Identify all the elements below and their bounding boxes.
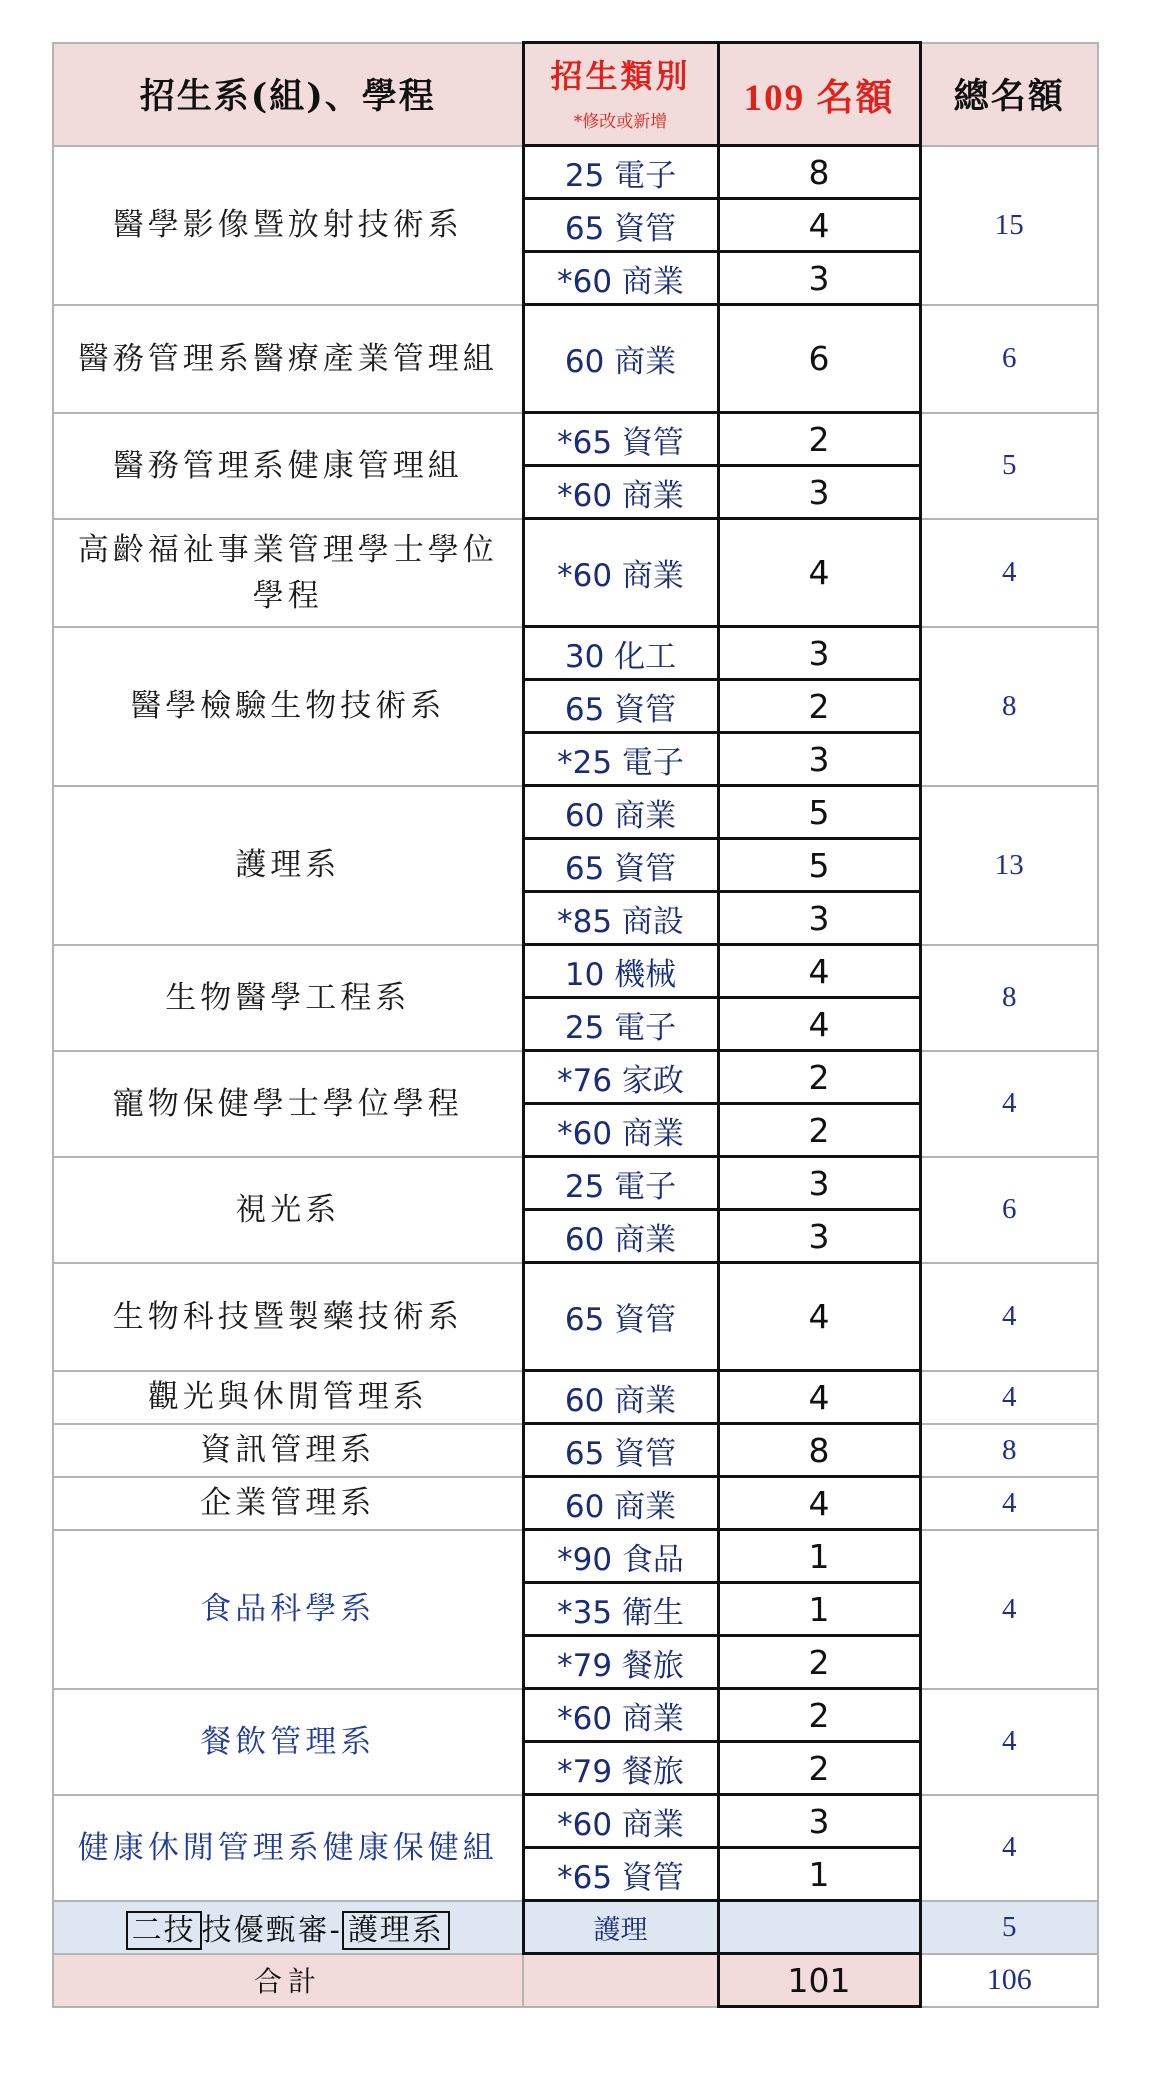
two-tech-dept xyxy=(53,1901,523,1954)
quota-value: 5 xyxy=(718,839,920,892)
admission-category: *25 電子 xyxy=(523,733,718,786)
two-tech-total: 5 xyxy=(920,1901,1098,1954)
two-tech-row xyxy=(53,1901,1098,1954)
admission-category: *79 餐旅 xyxy=(523,1636,718,1689)
admission-category: *65 資管 xyxy=(523,413,718,466)
department-name: 寵物保健學士學位學程 xyxy=(53,1051,523,1157)
admission-category: 60 商業 xyxy=(523,305,718,413)
quota-value: 1 xyxy=(718,1848,920,1901)
admission-category: 25 電子 xyxy=(523,1157,718,1210)
admission-category: 65 資管 xyxy=(523,199,718,252)
two-tech-dept-name: 護理系 xyxy=(342,1911,450,1950)
two-tech-category: 護理 xyxy=(523,1901,718,1954)
admission-category: *60 商業 xyxy=(523,519,718,627)
admission-category: *35 衛生 xyxy=(523,1583,718,1636)
header-category-label: 招生類別 xyxy=(550,56,691,95)
quota-value: 3 xyxy=(718,892,920,945)
quota-value: 4 xyxy=(718,519,920,627)
dept-row xyxy=(53,1051,1098,1104)
quota-value: 4 xyxy=(718,998,920,1051)
department-name: 醫務管理系健康管理組 xyxy=(53,413,523,519)
dept-row xyxy=(53,1263,1098,1371)
dept-row xyxy=(53,1371,1098,1424)
department-total: 6 xyxy=(920,305,1098,413)
department-name: 護理系 xyxy=(53,786,523,945)
department-name: 資訊管理系 xyxy=(53,1424,523,1477)
department-total: 4 xyxy=(920,519,1098,627)
quota-value: 5 xyxy=(718,786,920,839)
quota-value: 1 xyxy=(718,1583,920,1636)
header-total: 總名額 xyxy=(920,43,1098,146)
admission-category: 65 資管 xyxy=(523,1424,718,1477)
department-total: 8 xyxy=(920,627,1098,786)
department-name: 視光系 xyxy=(53,1157,523,1263)
quota-value: 3 xyxy=(718,252,920,305)
dept-row xyxy=(53,305,1098,413)
admission-category: 60 商業 xyxy=(523,786,718,839)
department-name: 餐飲管理系 xyxy=(53,1689,523,1795)
quota-value: 3 xyxy=(718,1795,920,1848)
admission-category: 30 化工 xyxy=(523,627,718,680)
quota-value: 3 xyxy=(718,733,920,786)
quota-value: 4 xyxy=(718,1477,920,1530)
department-total: 5 xyxy=(920,413,1098,519)
admission-category: *90 食品 xyxy=(523,1530,718,1583)
quota-value: 4 xyxy=(718,199,920,252)
dept-row xyxy=(53,413,1098,466)
quota-value: 3 xyxy=(718,1210,920,1263)
admission-category: *85 商設 xyxy=(523,892,718,945)
dept-row xyxy=(53,1424,1098,1477)
quota-value: 8 xyxy=(718,1424,920,1477)
admission-category: *60 商業 xyxy=(523,1689,718,1742)
admission-category: *60 商業 xyxy=(523,466,718,519)
department-total: 13 xyxy=(920,786,1098,945)
quota-value: 2 xyxy=(718,1051,920,1104)
dept-row xyxy=(53,1477,1098,1530)
department-total: 15 xyxy=(920,146,1098,305)
department-total: 6 xyxy=(920,1157,1098,1263)
quota-value: 2 xyxy=(718,1689,920,1742)
quota-value: 3 xyxy=(718,466,920,519)
department-name: 觀光與休閒管理系 xyxy=(53,1371,523,1424)
dept-row xyxy=(53,627,1098,680)
department-total: 4 xyxy=(920,1795,1098,1901)
admission-category: 60 商業 xyxy=(523,1371,718,1424)
quota-value: 2 xyxy=(718,413,920,466)
department-name: 醫務管理系醫療產業管理組 xyxy=(53,305,523,413)
dept-row xyxy=(53,945,1098,998)
admission-category: 25 電子 xyxy=(523,998,718,1051)
dept-row xyxy=(53,1157,1098,1210)
quota-value: 4 xyxy=(718,1371,920,1424)
department-total: 4 xyxy=(920,1371,1098,1424)
dept-row xyxy=(53,519,1098,627)
dept-row xyxy=(53,1795,1098,1848)
dept-row xyxy=(53,786,1098,839)
admission-category: 60 商業 xyxy=(523,1210,718,1263)
admission-category: *60 商業 xyxy=(523,1104,718,1157)
header-row xyxy=(53,43,1098,146)
summary-empty xyxy=(523,1954,718,2007)
summary-total: 106 xyxy=(920,1954,1098,2007)
department-total: 4 xyxy=(920,1477,1098,1530)
dept-row xyxy=(53,146,1098,199)
summary-row xyxy=(53,1954,1098,2007)
admission-category: 10 機械 xyxy=(523,945,718,998)
quota-value: 2 xyxy=(718,1104,920,1157)
header-quota-label: 109 名額 xyxy=(743,78,895,119)
quota-value: 6 xyxy=(718,305,920,413)
header-dept: 招生系(組)、學程 xyxy=(53,43,523,146)
quota-value: 2 xyxy=(718,680,920,733)
department-total: 4 xyxy=(920,1263,1098,1371)
header-category-note: *修改或新增 xyxy=(573,111,668,132)
admission-category: *60 商業 xyxy=(523,252,718,305)
dept-row xyxy=(53,1530,1098,1583)
quota-value: 2 xyxy=(718,1742,920,1795)
admission-category: 65 資管 xyxy=(523,1263,718,1371)
department-name: 企業管理系 xyxy=(53,1477,523,1530)
quota-value: 4 xyxy=(718,1263,920,1371)
department-total: 4 xyxy=(920,1530,1098,1689)
two-tech-middle: 技優甄審 xyxy=(201,1913,330,1948)
quota-value: 3 xyxy=(718,1157,920,1210)
quota-value: 1 xyxy=(718,1530,920,1583)
department-name: 醫學檢驗生物技術系 xyxy=(53,627,523,786)
department-total: 8 xyxy=(920,945,1098,1051)
quota-sheet xyxy=(52,41,1099,2008)
admission-quota-table xyxy=(52,41,1099,2008)
department-name: 食品科學系 xyxy=(53,1530,523,1689)
two-tech-dash: - xyxy=(329,1913,342,1948)
admission-category: *76 家政 xyxy=(523,1051,718,1104)
quota-value: 4 xyxy=(718,945,920,998)
department-name: 健康休閒管理系健康保健組 xyxy=(53,1795,523,1901)
header-quota xyxy=(718,43,920,146)
admission-category: *65 資管 xyxy=(523,1848,718,1901)
department-name: 醫學影像暨放射技術系 xyxy=(53,146,523,305)
admission-category: 65 資管 xyxy=(523,680,718,733)
department-name: 生物醫學工程系 xyxy=(53,945,523,1051)
admission-category: *60 商業 xyxy=(523,1795,718,1848)
summary-quota: 101 xyxy=(718,1954,920,2007)
department-name: 生物科技暨製藥技術系 xyxy=(53,1263,523,1371)
admission-category: 60 商業 xyxy=(523,1477,718,1530)
department-total: 4 xyxy=(920,1689,1098,1795)
two-tech-prefix: 二技 xyxy=(126,1911,202,1950)
department-name: 高齡福祉事業管理學士學位學程 xyxy=(53,519,523,627)
two-tech-quota xyxy=(718,1901,920,1954)
department-total: 8 xyxy=(920,1424,1098,1477)
quota-value: 8 xyxy=(718,146,920,199)
summary-label: 合計 xyxy=(53,1954,523,2007)
admission-category: 65 資管 xyxy=(523,839,718,892)
quota-value: 2 xyxy=(718,1636,920,1689)
department-total: 4 xyxy=(920,1051,1098,1157)
dept-row xyxy=(53,1689,1098,1742)
admission-category: 25 電子 xyxy=(523,146,718,199)
quota-value: 3 xyxy=(718,627,920,680)
admission-category: *79 餐旅 xyxy=(523,1742,718,1795)
header-category xyxy=(523,43,718,146)
